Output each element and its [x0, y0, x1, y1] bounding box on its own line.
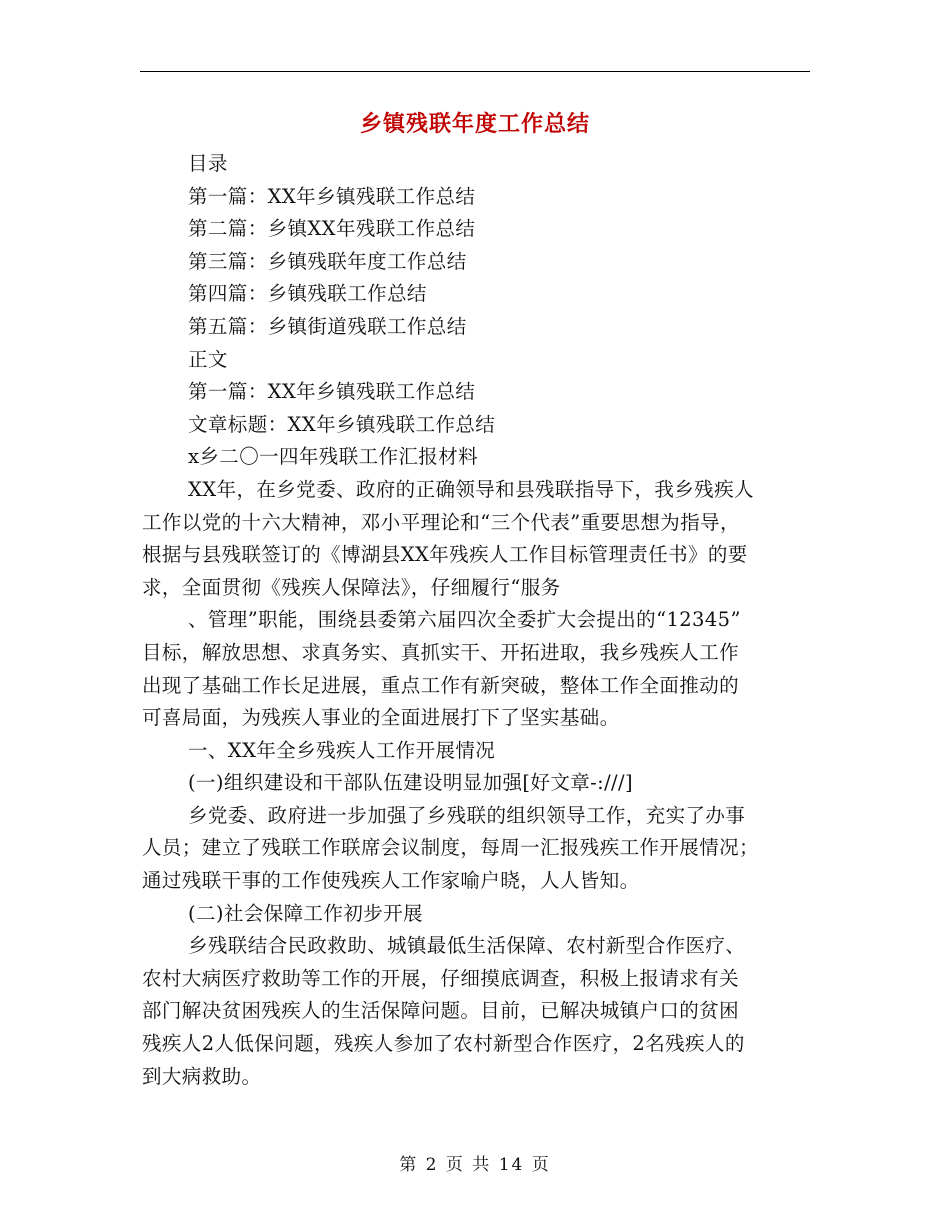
text-line: 目标，解放思想、求真务实、真抓实干、开拓进取，我乡残疾人工作	[142, 640, 740, 664]
text-line: 残疾人2人低保问题，残疾人参加了农村新型合作医疗，2名残疾人的	[142, 1032, 745, 1056]
text-line: 一、XX年全乡残疾人工作开展情况	[188, 738, 496, 762]
text-line: x乡二〇一四年残联工作汇报材料	[188, 445, 478, 469]
text-line: 第四篇：乡镇残联工作总结	[188, 282, 427, 306]
text-line: 农村大病医疗救助等工作的开展，仔细摸底调查，积极上报请求有关	[142, 966, 740, 990]
text-line: 第一篇：XX年乡镇残联工作总结	[188, 184, 476, 208]
text-line: 通过残联干事的工作使残疾人工作家喻户晓，人人皆知。	[142, 869, 640, 893]
text-line: 第五篇：乡镇街道残联工作总结	[188, 314, 467, 338]
text-line: 目录	[188, 152, 228, 175]
text-line: 出现了基础工作长足进展，重点工作有新突破，整体工作全面推动的	[142, 673, 740, 697]
text-line: 部门解决贫困残疾人的生活保障问题。目前，已解决城镇户口的贫困	[142, 999, 740, 1023]
text-line: 根据与县残联签订的《博湖县XX年残疾人工作目标管理责任书》的要	[142, 543, 748, 567]
document-body	[142, 148, 810, 1093]
text-line: XX年，在乡党委、政府的正确领导和县残联指导下，我乡残疾人	[188, 477, 754, 501]
text-line: 人员；建立了残联工作联席会议制度，每周一汇报残疾工作开展情况；	[142, 836, 759, 860]
text-line: 可喜局面，为残疾人事业的全面进展打下了坚实基础。	[142, 706, 620, 730]
text-line: 文章标题：XX年乡镇残联工作总结	[188, 412, 496, 436]
text-line: 乡残联结合民政救助、城镇最低生活保障、农村新型合作医疗、	[188, 934, 746, 958]
text-line: 正文	[188, 347, 228, 371]
text-line: (二)社会保障工作初步开展	[188, 901, 423, 925]
page-number: 第 2 页 共 14 页	[399, 1155, 551, 1175]
text-line: (一)组织建设和干部队伍建设明显加强[好文章-:///]	[188, 771, 633, 795]
text-line: 、管理”职能，围绕县委第六届四次全委扩大会提出的“12345”	[188, 608, 741, 632]
text-line: 第一篇：XX年乡镇残联工作总结	[188, 380, 476, 404]
document-title: 乡镇残联年度工作总结	[359, 112, 590, 137]
text-line: 第三篇：乡镇残联年度工作总结	[188, 249, 467, 273]
text-line: 求，全面贯彻《残疾人保障法》，仔细履行“服务	[142, 575, 561, 599]
text-line: 第二篇：乡镇XX年残联工作总结	[188, 217, 476, 241]
header-rule	[140, 71, 810, 72]
text-line: 乡党委、政府进一步加强了乡残联的组织领导工作，充实了办事	[188, 803, 746, 827]
text-line: 到大病救助。	[142, 1064, 262, 1088]
text-line: 工作以党的十六大精神，邓小平理论和“三个代表”重要思想为指导，	[142, 510, 740, 534]
